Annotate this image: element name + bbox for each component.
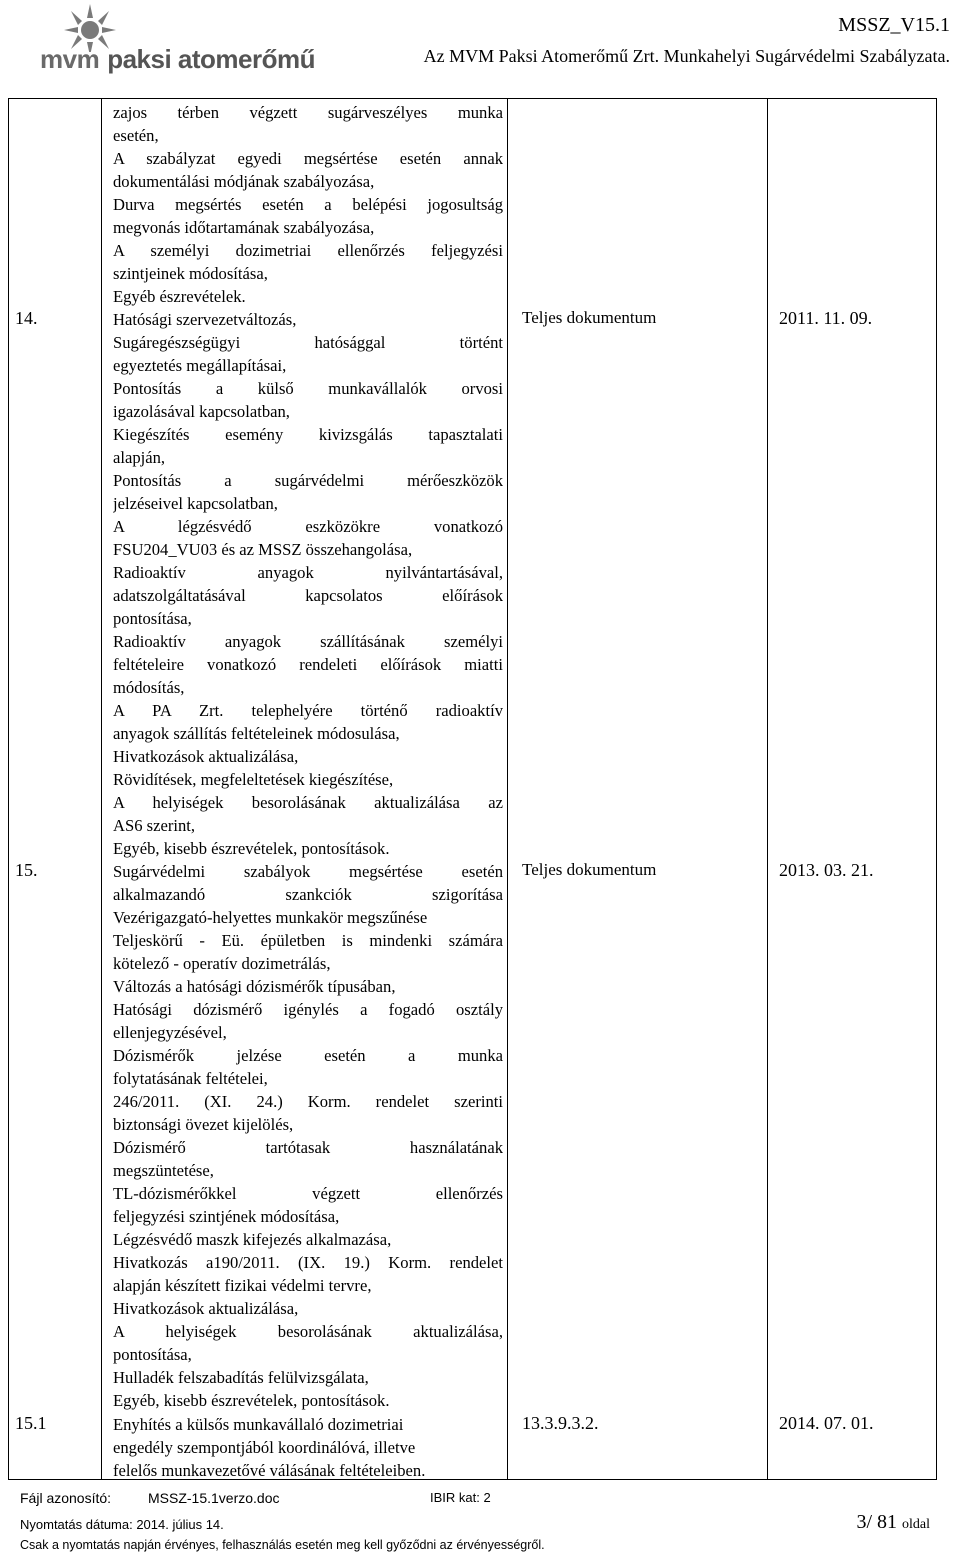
description-line: Pontosítás a sugárvédelmi mérőeszközök (113, 471, 503, 490)
logo-name: paksi atomerőmű (107, 44, 315, 74)
description-line: A helyiségek besorolásának aktualizálása az (113, 793, 503, 812)
file-id-value: MSSZ-15.1verzo.doc (148, 1490, 280, 1506)
description-line: Pontosítás a külső munkavállalók orvosi (113, 379, 503, 398)
description-line: alapján, (113, 448, 166, 467)
description-line: A PA Zrt. telephelyére történő radioaktív (113, 701, 503, 720)
description-line: igazolásával kapcsolatban, (113, 402, 290, 421)
revision-date: 2011. 11. 09. (779, 308, 873, 328)
description-line: Durva megsértés esetén a belépési jogosultság (113, 195, 503, 214)
description-line: ellenjegyzésével, (113, 1023, 227, 1042)
description-line: Hivatkozás a190/2011. (IX. 19.) Korm. rendelet (113, 1253, 503, 1272)
description-line: zajos térben végzett sugárveszélyes munka (113, 103, 503, 122)
revision-number: 15. (15, 860, 38, 880)
description-line: anyagok szállítás feltételeinek módosulása, (113, 724, 400, 743)
description-line: módosítás, (113, 678, 185, 697)
description-line: Egyéb észrevételek. (113, 287, 246, 306)
company-logo (40, 4, 370, 74)
print-date: Nyomtatás dátuma: 2014. július 14. (20, 1517, 224, 1532)
description-line: Dózismérő tartótasak használatának (113, 1138, 503, 1157)
change-description (113, 308, 503, 860)
description-line: Hivatkozások aktualizálása, (113, 747, 299, 766)
ibir-category: IBIR kat: 2 (430, 1490, 491, 1505)
description-line: folytatásának feltételei, (113, 1069, 268, 1088)
file-id-label: Fájl azonosító: (20, 1490, 112, 1506)
footer-validity-note: Csak a nyomtatás napján érvényes, felhasználás esetén meg kell győződni az érvényességről. (20, 1538, 545, 1552)
column-divider (101, 99, 102, 1479)
description-line: Enyhítés a külsős munkavállaló dozimetriai (113, 1415, 404, 1434)
description-line: feltételeire vonatkozó rendeleti előírások miatti (113, 655, 503, 674)
affected-scope: Teljes dokumentum (522, 860, 657, 879)
description-line: FSU204_VU03 és az MSSZ összehangolása, (113, 540, 413, 559)
description-line: 246/2011. (XI. 24.) Korm. rendelet szerinti (113, 1092, 503, 1111)
revision-table (8, 98, 937, 1480)
description-line: dokumentálási módjának szabályozása, (113, 172, 375, 191)
description-line: engedély szempontjából koordinálóvá, illetve (113, 1438, 416, 1457)
description-line: Egyéb, kisebb észrevételek, pontosítások. (113, 1391, 390, 1410)
description-line: TL-dózismérőkkel végzett ellenőrzés (113, 1184, 503, 1203)
description-line: Dózismérők jelzése esetén a munka (113, 1046, 503, 1065)
description-line: pontosítása, (113, 609, 192, 628)
description-line: egyeztetés megállapításai, (113, 356, 287, 375)
page-value: 3/ 81 (856, 1511, 897, 1533)
description-line: Rövidítések, megfeleltetések kiegészítése, (113, 770, 394, 789)
description-line: A szabályzat egyedi megsértése esetén annak (113, 149, 503, 168)
logo-brand: mvm (40, 44, 100, 74)
footer-print-info (20, 1511, 930, 1533)
revision-date: 2014. 07. 01. (779, 1413, 874, 1433)
description-line: szintjeinek módosítása, (113, 264, 268, 283)
description-line: Hatósági dózismérő igénylés a fogadó osztály (113, 1000, 503, 1019)
description-line: feljegyzési szintjének módosítása, (113, 1207, 340, 1226)
page-number (856, 1511, 930, 1534)
document-title: Az MVM Paksi Atomerőmű Zrt. Munkahelyi Sugárvédelmi Szabályzata. (423, 46, 950, 66)
description-line: Hatósági szervezetváltozás, (113, 310, 297, 329)
description-line: pontosítása, (113, 1345, 192, 1364)
column-divider (767, 99, 768, 1479)
document-code: MSSZ_V15.1 (838, 14, 950, 36)
description-line: Kiegészítés esemény kivizsgálás tapasztalati (113, 425, 503, 444)
revision-number: 15.1 (15, 1413, 47, 1433)
logo-text (40, 44, 315, 75)
description-line: felelős munkavezetővé válásának feltételeiben. (113, 1461, 426, 1480)
description-line: A személyi dozimetriai ellenőrzés feljegyzési (113, 241, 503, 260)
description-line: megszüntetése, (113, 1161, 214, 1180)
description-line: Hivatkozások aktualizálása, (113, 1299, 299, 1318)
description-line: alkalmazandó szankciók szigorítása (113, 885, 503, 904)
description-line: esetén, (113, 126, 159, 145)
page-word: oldal (902, 1517, 930, 1532)
description-line: Teljeskörű - Eü. épületben is mindenki számára (113, 931, 503, 950)
change-description (113, 860, 503, 1412)
description-line: megvonás időtartamának szabályozása, (113, 218, 375, 237)
description-line: Légzésvédő maszk kifejezés alkalmazása, (113, 1230, 392, 1249)
revision-number: 14. (15, 308, 38, 328)
description-line: kötelező - operatív dozimetrálás, (113, 954, 331, 973)
description-line: AS6 szerint, (113, 816, 196, 835)
change-description (113, 101, 503, 308)
affected-scope: 13.3.9.3.2. (522, 1413, 599, 1433)
column-divider (507, 99, 508, 1479)
change-description (113, 1413, 503, 1482)
description-line: A helyiségek besorolásának aktualizálása, (113, 1322, 503, 1341)
description-line: Hulladék felszabadítás felülvizsgálata, (113, 1368, 369, 1387)
revision-date: 2013. 03. 21. (779, 860, 874, 880)
description-line: jelzéseivel kapcsolatban, (113, 494, 278, 513)
description-line: Változás a hatósági dózismérők típusában, (113, 977, 396, 996)
description-line: Radioaktív anyagok nyilvántartásával, (113, 563, 503, 582)
description-line: Sugáregészségügyi hatósággal történt (113, 333, 503, 352)
description-line: Radioaktív anyagok szállításának személyi (113, 632, 503, 651)
description-line: Vezérigazgató-helyettes munkakör megszűnése (113, 908, 428, 927)
description-line: biztonsági övezet kijelölés, (113, 1115, 294, 1134)
description-line: alapján készített fizikai védelmi tervre, (113, 1276, 372, 1295)
affected-scope: Teljes dokumentum (522, 308, 657, 327)
description-line: A légzésvédő eszközökre vonatkozó (113, 517, 503, 536)
description-line: adatszolgáltatásával kapcsolatos előírások (113, 586, 503, 605)
description-line: Sugárvédelmi szabályok megsértése esetén (113, 862, 503, 881)
description-line: Egyéb, kisebb észrevételek, pontosítások. (113, 839, 390, 858)
